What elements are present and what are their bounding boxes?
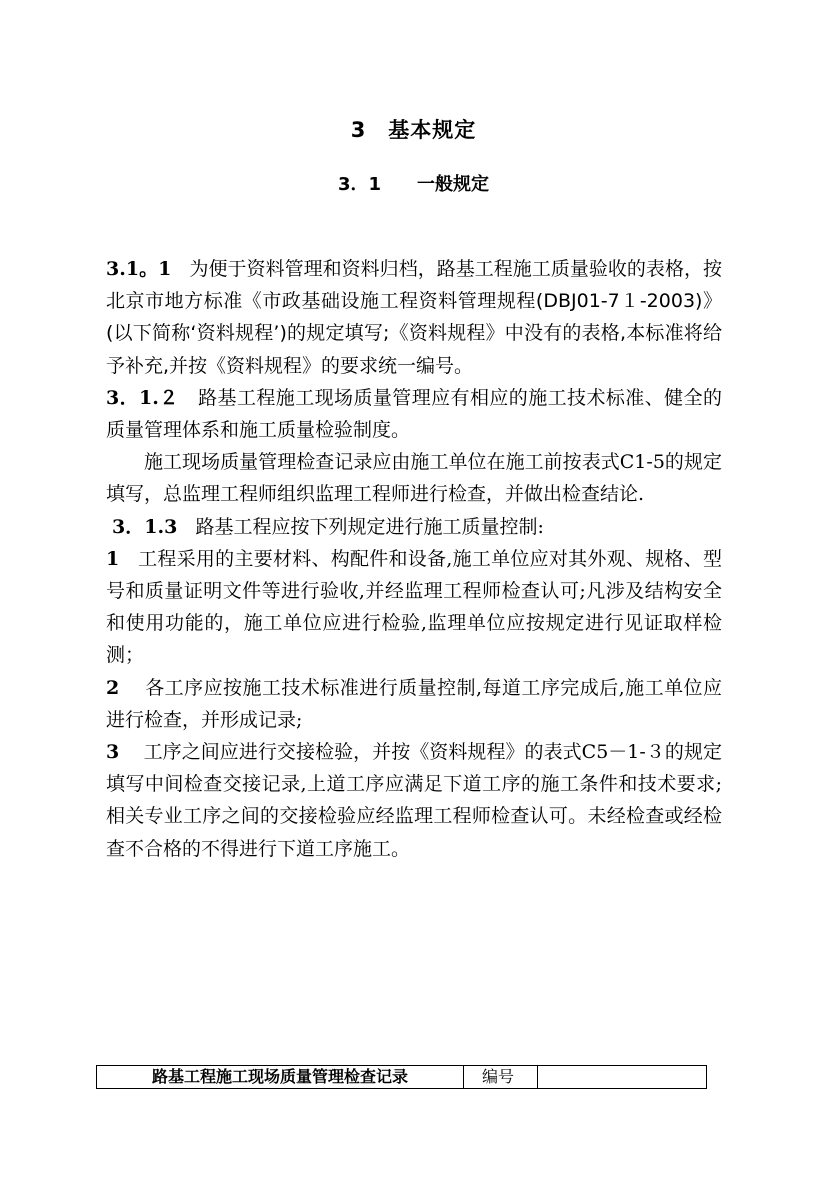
chapter-title: 3 基本规定 [350, 118, 477, 142]
item-text: 各工序应按施工技术标准进行质量控制,每道工序完成后,施工单位应进行检查，并形成记录; [106, 676, 722, 731]
clause-text: 路基工程施工现场质量管理应有相应的施工技术标准、健全的质量管理体系和施工质量检验制度。 [106, 386, 722, 442]
clause-number: 3．1.２ [106, 386, 179, 409]
item-text: 工程采用的主要材料、构配件和设备,施工单位应对其外观、规格、型号和质量证明文件等进行验收,并经监理工程师检查认可;凡涉及结构安全和使用功能的，施工单位应进行检验,监理单位应按规定进行见证取样检测； [106, 547, 722, 667]
clause-3-1-1 [106, 253, 722, 382]
document-body [106, 253, 722, 865]
number-field[interactable] [538, 1066, 707, 1088]
list-item [106, 672, 722, 736]
clause-3-1-2 [106, 382, 722, 446]
list-item [106, 543, 722, 672]
item-text: 工序之间应进行交接检验，并按《资料规程》的表式C5－1-３的规定填写中间检查交接记录,上道工序应满足下道工序的施工条件和技术要求;相关专业工序之间的交接检验应经监理工程师检查认可。未经检查或经检查不合格的不得进行下道工序施工。 [106, 741, 722, 860]
form-header-table [96, 1065, 707, 1089]
section-title: 3．1 一般规定 [337, 174, 490, 195]
clause-text: 为便于资料管理和资料归档，路基工程施工质量验收的表格，按北京市地方标准《市政基础设施工程资料管理规程(DBJ01-7１-2003)》(以下简称‘资料规程’)的规定填写;《资料规程》中没有的表格,本标准将给予补充,并按《资料规程》的要求统一编号。 [106, 258, 722, 377]
clause-3-1-3 [106, 511, 722, 543]
item-number: 3 [106, 741, 120, 764]
clause-number: 3.1。1 [106, 258, 172, 280]
form-title: 路基工程施工现场质量管理检查记录 [97, 1066, 464, 1088]
item-number: 2 [106, 676, 120, 699]
clause-number: 3．1.3 [112, 515, 178, 538]
number-label: 编号 [464, 1066, 538, 1088]
item-number: 1 [106, 547, 120, 570]
list-item [106, 736, 722, 865]
clause-3-1-2-paragraph: 施工现场质量管理检查记录应由施工单位在施工前按表式C1-5的规定填写，总监理工程师组织监理工程师进行检查，并做出检查结论. [106, 451, 722, 506]
clause-text: 路基工程应按下列规定进行施工质量控制: [195, 515, 544, 538]
